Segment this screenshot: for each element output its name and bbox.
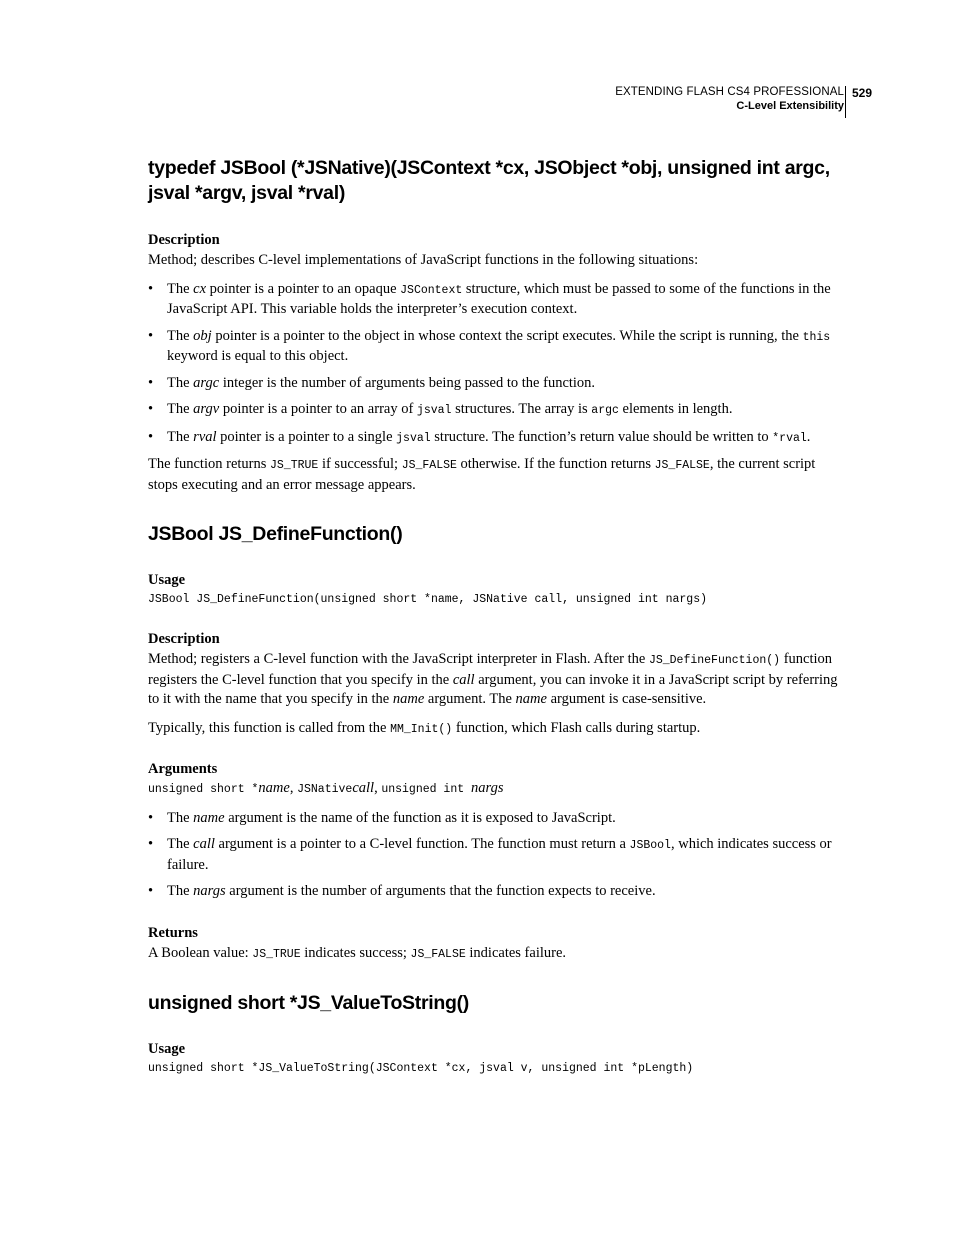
usage-label: Usage bbox=[148, 1041, 186, 1057]
returns-label: Returns bbox=[148, 924, 198, 941]
bullet: • bbox=[148, 836, 154, 852]
argument-list bbox=[148, 809, 840, 902]
list-item: • The obj pointer is a pointer to the object in whose context the script executes. While the script is running, the this keyword is equal to this object. bbox=[148, 327, 831, 364]
description-text: Method; describes C-level implementations of JavaScript functions in the following situations: bbox=[148, 252, 699, 268]
page-number: 529 bbox=[852, 86, 873, 100]
usage-code: unsigned short *JS_ValueToString(JSContext *cx, jsval v, unsigned int *pLength) bbox=[148, 1062, 694, 1075]
list-item: • The call argument is a pointer to a C-level function. The function must return a JSBool, which indicates success or failure. bbox=[148, 836, 832, 873]
parameter-list bbox=[148, 280, 840, 449]
heading-line-2: jsval *argv, jsval *rval) bbox=[148, 182, 346, 204]
bullet: • bbox=[148, 809, 154, 826]
bullet: • bbox=[148, 280, 154, 297]
page-content bbox=[148, 156, 840, 1078]
description-label: Description bbox=[148, 631, 220, 647]
list-item: • The rval pointer is a pointer to a single jsval structure. The function’s return value should be written to *rval. bbox=[148, 428, 840, 449]
section-heading-jsnative bbox=[148, 156, 840, 206]
arguments-label: Arguments bbox=[148, 761, 218, 777]
running-header bbox=[615, 86, 844, 112]
heading-line-1: typedef JSBool (*JSNative)(JSContext *cx, JSObject *obj, unsigned int argc, bbox=[148, 157, 830, 179]
description-text: Method; registers a C-level function with the JavaScript interpreter in Flash. After the JS_DefineFunction() function registers the C-level function that you specify in the call argument, you can invoke it in a JavaScript script by referring to it with the name that you specify in the name argument. The name argument is case-sensitive. bbox=[148, 651, 838, 707]
chapter-title: C-Level Extensibility bbox=[736, 100, 844, 112]
section-heading-js-valuetostring: unsigned short *JS_ValueToString() bbox=[148, 992, 469, 1014]
list-item: • The argc integer is the number of arguments being passed to the function. bbox=[148, 374, 840, 394]
arguments-signature: unsigned short *name, JSNativecall, unsigned int nargs bbox=[148, 780, 504, 796]
description-text-2: Typically, this function is called from the MM_Init() function, which Flash calls during startup. bbox=[148, 719, 701, 736]
list-item: • The cx pointer is a pointer to an opaque JSContext structure, which must be passed to some of the functions in the JavaScript API. This variable holds the interpreter’s execution context. bbox=[148, 280, 831, 317]
list-item: • The nargs argument is the number of arguments that the function expects to receive. bbox=[148, 882, 840, 902]
section-heading-js-definefunction: JSBool JS_DefineFunction() bbox=[148, 523, 403, 545]
list-item: • The argv pointer is a pointer to an array of jsval structures. The array is argc elements in length. bbox=[148, 400, 840, 421]
returns-text: A Boolean value: JS_TRUE indicates success; JS_FALSE indicates failure. bbox=[148, 944, 567, 961]
bullet: • bbox=[148, 327, 154, 344]
bullet: • bbox=[148, 428, 154, 445]
bullet: • bbox=[148, 401, 154, 417]
description-label: Description bbox=[148, 232, 220, 248]
usage-label: Usage bbox=[148, 572, 186, 588]
bullet: • bbox=[148, 374, 154, 391]
bullet: • bbox=[148, 883, 154, 899]
usage-code: JSBool JS_DefineFunction(unsigned short *name, JSNative call, unsigned int nargs) bbox=[148, 593, 707, 606]
returns-paragraph: The function returns JS_TRUE if successful; JS_FALSE otherwise. If the function returns JS_FALSE, the current script stops executing and an error message appears. bbox=[148, 456, 816, 493]
book-title: EXTENDING FLASH CS4 PROFESSIONAL bbox=[615, 86, 844, 98]
header-divider bbox=[845, 86, 846, 118]
list-item: • The name argument is the name of the function as it is exposed to JavaScript. bbox=[148, 809, 840, 829]
